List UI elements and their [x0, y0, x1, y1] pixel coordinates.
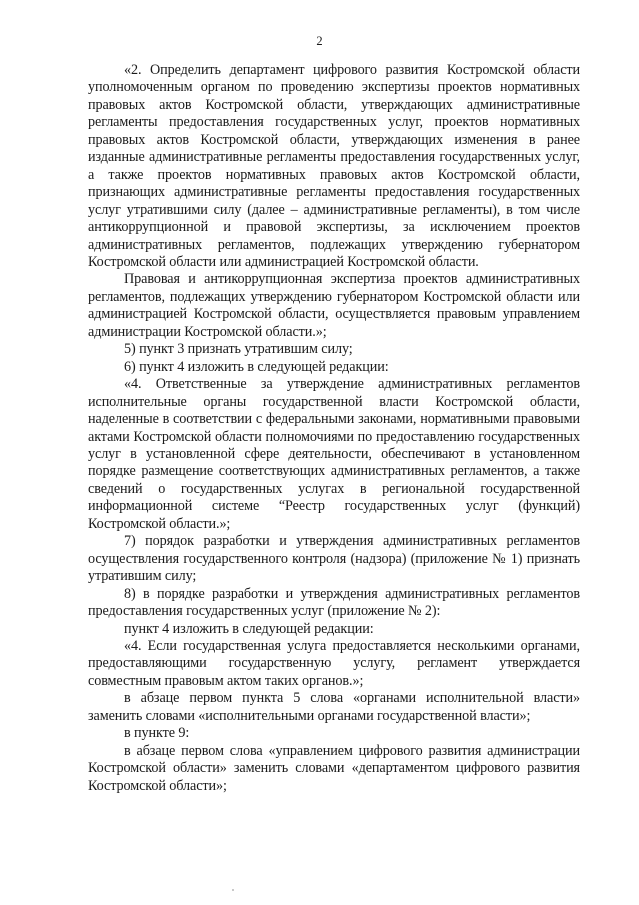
scan-artifact	[232, 889, 234, 891]
paragraph-item-4-intro: пункт 4 изложить в следующей редакции:	[124, 620, 374, 637]
paragraph-item-4-responsible: «4. Ответственные за утверждение административных регламентов исполнительные органы государственной власти Костромской области, наделенные в соответствии с федеральными законами, нормативными правовыми актами Костромской области полномочиями по предоставлению государственных услуг в установленной сфере деятельности, обеспечивают в установленном порядке размещение соответствующих административных регламентов, а также сведений о государственных услугах в региональной государственной информационной системе “Реестр государственных услуг (функций) Костромской области.»;	[88, 376, 580, 532]
paragraph-subitem-8: 8) в порядке разработки и утверждения административных регламентов предоставления государственных услуг (приложение № 2):	[88, 585, 580, 620]
page-number: 2	[316, 34, 323, 48]
document-body	[88, 62, 580, 795]
paragraph-item-9-replacement: в абзаце первом слова «управлением цифрового развития администрации Костромской области» заменить словами «департаментом цифрового развития Костромской области»;	[88, 742, 580, 794]
paragraph-subitem-7: 7) порядок разработки и утверждения административных регламентов осуществления государственного контроля (надзора) (приложение № 1) признать утратившим силу;	[88, 533, 580, 585]
paragraph-legal-expertise: Правовая и антикоррупционная экспертиза проектов административных регламентов, подлежащих утверждению губернатором Костромской области или администрацией Костромской области, осуществляется правовым управлением администрации Костромской области.»;	[88, 271, 580, 340]
paragraph-item-4-multiple-bodies: «4. Если государственная услуга предоставляется несколькими органами, предоставляющими государственную услугу, регламент утверждается совместным правовым актом таких органов.»;	[88, 637, 580, 689]
paragraph-item-9-intro: в пункте 9:	[124, 725, 190, 742]
paragraph-subitem-5: 5) пункт 3 признать утратившим силу;	[124, 341, 353, 358]
paragraph-subitem-6: 6) пункт 4 изложить в следующей редакции:	[124, 358, 389, 375]
paragraph-item-5-replacement: в абзаце первом пункта 5 слова «органами исполнительной власти» заменить словами «исполнительными органами государственной власти»;	[88, 690, 580, 724]
paragraph-item-2-definition: «2. Определить департамент цифрового развития Костромской области уполномоченным органом по проведению экспертизы проектов нормативных правовых актов Костромской области, утверждающих административные регламенты предоставления государственных услуг, проектов нормативных правовых актов Костромской области, утверждающих изменения в ранее изданные административные регламенты предоставления государственных услуг, а также проектов нормативных правовых актов Костромской области, признающих административные регламенты предоставления государственных услуг утратившими силу (далее – административные регламенты), в том числе антикоррупционной и правовой экспертизы, за исключением проектов административных регламентов, подлежащих утверждению губернатором Костромской области или администрацией Костромской области.	[88, 62, 580, 270]
